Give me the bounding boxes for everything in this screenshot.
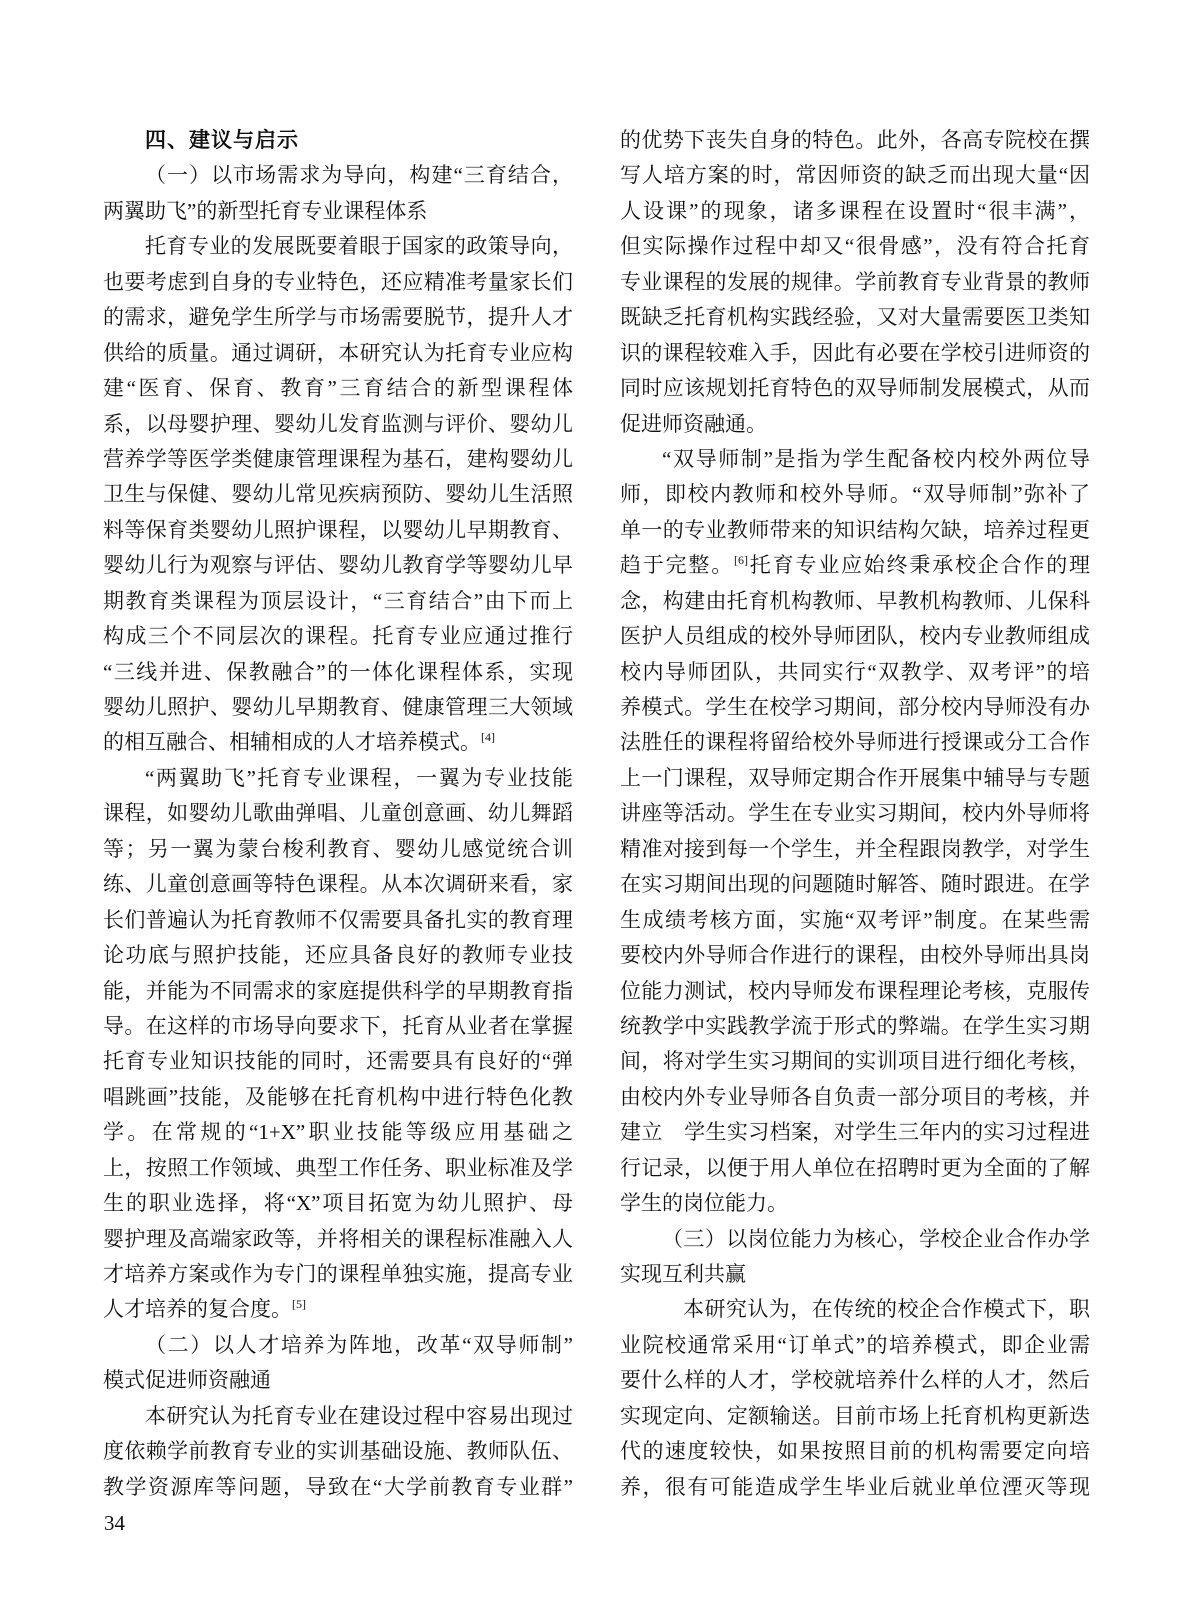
text-line: 导。在这样的市场导向要求下，托育从业者在掌握 <box>103 1013 573 1038</box>
text-line: 校内导师团队，共同实行“双教学、双考评”的培 <box>620 659 1090 684</box>
text-line: 业院校通常采用“订单式”的培养模式，即企业需 <box>620 1332 1090 1357</box>
text-line: “两翼助飞”托育专业课程，一翼为专业技能 <box>145 765 573 790</box>
text-line: 上一门课程，双导师定期合作开展集中辅导与专题 <box>620 765 1090 790</box>
text-line: 生的职业选择，将“X”项目拓宽为幼儿照护、母 <box>103 1191 573 1216</box>
text-line: 系，以母婴护理、婴幼儿发育监测与评价、婴幼儿 <box>103 411 573 436</box>
text-line: 也要考虑到自身的专业特色，还应精准考量家长们 <box>103 269 573 294</box>
text-line: 统教学中实践教学流于形式的弊端。在学生实习期 <box>620 1013 1090 1038</box>
text-line: 促进师资融通。 <box>620 411 767 436</box>
text-line: 论功底与照护技能，还应具备良好的教师专业技 <box>103 943 573 968</box>
text-line: “三线并进、保教融合”的一体化课程体系，实现 <box>103 659 573 684</box>
text-line: 婴幼儿照护、婴幼儿早期教育、健康管理三大领域 <box>103 695 573 719</box>
text-line: 能，并能为不同需求的家庭提供科学的早期教育指 <box>103 978 573 1003</box>
text-line: 度依赖学前教育专业的实训基础设施、教师队伍、 <box>103 1439 573 1464</box>
page-number: 34 <box>104 1511 125 1535</box>
text-line: 教学资源库等问题，导致在“大学前教育专业群” <box>103 1474 573 1499</box>
text-line: 生成绩考核方面，实施“双考评”制度。在某些需 <box>620 907 1090 932</box>
citation-ref: [6] <box>734 553 748 568</box>
text-line: 但实际操作过程中却又“很骨感”，没有符合托育 <box>620 234 1090 259</box>
text-line: 托育专业的发展既要着眼于国家的政策导向， <box>145 234 573 259</box>
text-line: 建“医育、保育、教育”三育结合的新型课程体 <box>103 376 573 401</box>
text-line: 唱跳画”技能，及能够在托育机构中进行特色化教 <box>103 1084 573 1109</box>
right-column <box>620 123 1090 1505</box>
text-line: 练、儿童创意画等特色课程。从本次调研来看，家 <box>103 872 573 897</box>
text-line: 长们普遍认为托育教师不仅需要具备扎实的教育理 <box>103 907 573 932</box>
text-line: 单一的专业教师带来的知识结构欠缺，培养过程更 <box>620 517 1090 542</box>
citation-ref: [4] <box>481 730 495 745</box>
text-line: 行记录，以便于用人单位在招聘时更为全面的了解 <box>620 1155 1090 1180</box>
text-line: 学。在常规的“1+X”职业技能等级应用基础之 <box>103 1120 573 1145</box>
text-line: 既缺乏托育机构实践经验，又对大量需要医卫类知 <box>620 305 1090 330</box>
subsection-heading: 两翼助飞”的新型托育专业课程体系 <box>103 198 428 223</box>
text-line: 婴护理及高端家政等，并将相关的课程标准融入人 <box>103 1226 573 1251</box>
text-line: 人设课”的现象，诸多课程在设置时“很丰满”， <box>620 198 1090 223</box>
text-line: 托育专业知识技能的同时，还需要具有良好的“弹 <box>103 1049 573 1074</box>
text-line: 专业课程的发展的规律。学前教育专业背景的教师 <box>620 269 1090 294</box>
text-line: 建立 学生实习档案，对学生三年内的实习过程进 <box>620 1120 1090 1145</box>
text-line: 由校内外专业导师各自负责一部分项目的考核，并 <box>620 1084 1090 1109</box>
text-line: 法胜任的课程将留给校外导师进行授课或分工合作 <box>620 730 1090 755</box>
text-line: 念，构建由托育机构教师、早教机构教师、儿保科 <box>620 588 1090 613</box>
text-line: 营养学等医学类健康管理课程为基石，建构婴幼儿 <box>103 446 573 471</box>
text-line: 间，将对学生实习期间的实训项目进行细化考核， <box>620 1049 1090 1074</box>
text-line: 本研究认为，在传统的校企合作模式下，职 <box>683 1297 1090 1322</box>
text-line: 师，即校内教师和校外导师。“双导师制”弥补了 <box>620 482 1090 507</box>
subsection-heading: 实现互利共赢 <box>620 1262 746 1286</box>
text-line: 要校内外导师合作进行的课程，由校外导师出具岗 <box>620 943 1090 968</box>
subsection-heading: （三）以岗位能力为核心，学校企业合作办学 <box>662 1226 1090 1251</box>
left-column <box>103 123 573 1505</box>
text-line: 位能力测试，校内导师发布课程理论考核，克服传 <box>620 978 1090 1003</box>
text-line: 趋于完整。[6]托育专业应始终秉承校企合作的理 <box>620 553 1090 578</box>
text-line: 本研究认为托育专业在建设过程中容易出现过 <box>145 1403 573 1428</box>
text-line: 要什么样的人才，学校就培养什么样的人才，然后 <box>620 1368 1090 1393</box>
text-line: 同时应该规划托育特色的双导师制发展模式，从而 <box>620 376 1090 401</box>
text-line: 代的速度较快，如果按照目前的机构需要定向培 <box>620 1439 1090 1464</box>
section-heading: 四、建议与启示 <box>145 128 299 152</box>
text-line: 等；另一翼为蒙台梭利教育、婴幼儿感觉统合训 <box>103 836 573 861</box>
text-line: 上，按照工作领域、典型工作任务、职业标准及学 <box>103 1155 573 1180</box>
text-line: 的需求，避免学生所学与市场需要脱节，提升人才 <box>103 305 573 330</box>
text-line: 养，很有可能造成学生毕业后就业单位湮灭等现 <box>620 1474 1090 1499</box>
text-line: 婴幼儿行为观察与评估、婴幼儿教育学等婴幼儿早 <box>103 553 573 578</box>
text-line: 讲座等活动。学生在专业实习期间，校内外导师将 <box>620 801 1090 826</box>
text-line: 的相互融合、相辅相成的人才培养模式。[4] <box>103 730 495 755</box>
text-line: 才培养方案或作为专门的课程单独实施，提高专业 <box>103 1262 573 1286</box>
text-line: 的优势下丧失自身的特色。此外，各高专院校在撰 <box>620 128 1090 152</box>
subsection-heading: （一）以市场需求为导向，构建“三育结合， <box>145 163 573 188</box>
text-line: 养模式。学生在校学习期间，部分校内导师没有办 <box>620 695 1090 719</box>
text-line: 学生的岗位能力。 <box>620 1191 788 1216</box>
text-line: 课程，如婴幼儿歌曲弹唱、儿童创意画、幼儿舞蹈 <box>103 801 573 826</box>
text-line: 人才培养的复合度。[5] <box>103 1297 306 1322</box>
text-line: 识的课程较难入手，因此有必要在学校引进师资的 <box>620 340 1090 365</box>
text-line: 在实习期间出现的问题随时解答、随时跟进。在学 <box>620 872 1090 897</box>
text-line: 期教育类课程为顶层设计，“三育结合”由下而上 <box>103 588 573 613</box>
text-line: 构成三个不同层次的课程。托育专业应通过推行 <box>103 624 573 649</box>
text-line: 供给的质量。通过调研，本研究认为托育专业应构 <box>103 340 573 365</box>
text-line: 料等保育类婴幼儿照护课程，以婴幼儿早期教育、 <box>103 517 573 542</box>
subsection-heading: （二）以人才培养为阵地，改革“双导师制” <box>145 1332 573 1357</box>
text-line: “双导师制”是指为学生配备校内校外两位导 <box>662 446 1090 471</box>
citation-ref: [5] <box>292 1297 306 1312</box>
text-line: 实现定向、定额输送。目前市场上托育机构更新迭 <box>620 1403 1090 1428</box>
two-column-text-body <box>103 123 1090 1505</box>
text-line: 精准对接到每一个学生，并全程跟岗教学，对学生 <box>620 836 1090 861</box>
text-line: 卫生与保健、婴幼儿常见疾病预防、婴幼儿生活照 <box>103 482 573 507</box>
text-line: 写人培方案的时，常因师资的缺乏而出现大量“因 <box>620 163 1090 188</box>
text-line: 医护人员组成的校外导师团队，校内专业教师组成 <box>620 624 1090 649</box>
subsection-heading: 模式促进师资融通 <box>103 1368 271 1393</box>
